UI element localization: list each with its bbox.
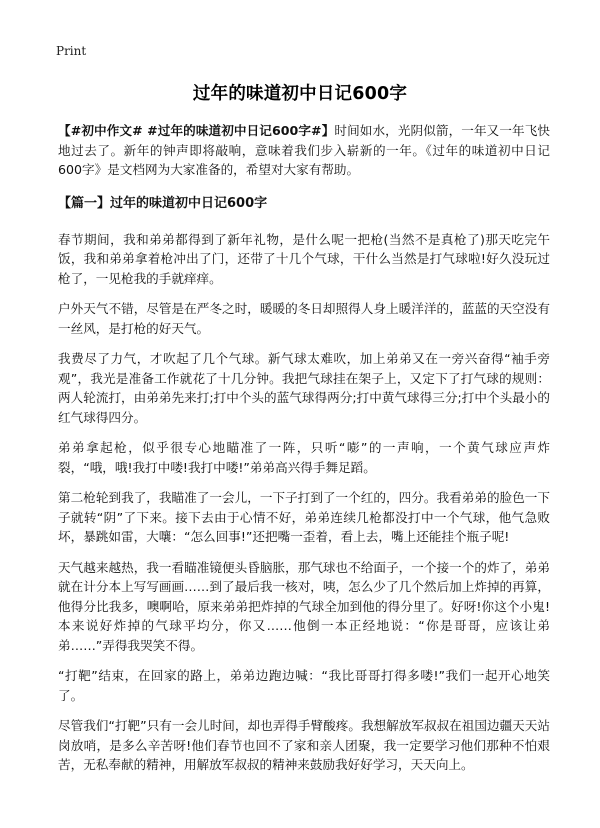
article-body [58,121,550,775]
paragraph-7: “打靶”结束，在回家的路上，弟弟边跑边喊：“我比哥哥打得多喽!”我们一起开心地笑了。 [58,668,550,703]
intro-text: 时间如水，光阴似箭，一年又一年飞快地过去了。新年的钟声即将敲响，意味着我们步入崭新的一年。《过年的味道初中日记600字》是文档网为大家准备的，希望对大家有帮助。 [58,123,551,177]
paragraph-2: 户外天气不错，尽管是在严冬之时，暖暖的冬日却照得人身上暖洋洋的，蓝蓝的天空没有一丝风，是打枪的好天气。 [58,301,550,336]
section-heading: 【篇一】过年的味道初中日记600字 [58,195,268,211]
paragraph-5: 第二枪轮到我了，我瞄准了一会儿，一下子打到了一个红的，四分。我看弟弟的脸色一下子就转“阴”了下来。接下去由于心情不好，弟弟连续几枪都没打中一个气球，他气急败坏，暴跳如雷，大嚷：“怎么回事!”还把嘴一歪着，看上去，嘴上还能挂个瓶子呢! [58,490,550,544]
paragraph-4: 弟弟拿起枪，似乎很专心地瞄准了一阵，只听“嘭”的一声响，一个黄气球应声炸裂，“哦，哦!我打中喽!我打中喽!”弟弟高兴得手舞足蹈。 [58,440,550,475]
paragraph-8: 尽管我们“打靶”只有一会儿时间，却也弄得手臂酸疼。我想解放军叔叔在祖国边疆天天站岗放哨，是多么辛苦呀!他们春节也回不了家和亲人团聚，我一定要学习他们那种不怕艰苦，无私奉献的精神，用解放军叔叔的精神来鼓励我好好学习，天天向上。 [58,718,550,772]
page-title: 过年的味道初中日记600字 [192,84,408,104]
paragraph-6: 天气越来越热，我一看瞄准镜便头昏脑胀，那气球也不给面子，一个接一个的炸了，弟弟就在计分本上写写画画……到了最后我一核对，咦，怎么少了几个然后加上炸掉的再算，他得分比我多，噢啊哈，原来弟弟把炸掉的气球全加到他的得分里了。好呀!你这个小鬼!本来说好炸掉的气球平均分，你又……他倒一本正经地说：“你是哥哥，应该让弟弟……”弄得我哭笑不得。 [58,559,550,653]
paragraph-1: 春节期间，我和弟弟都得到了新年礼物，是什么呢一把枪(当然不是真枪了)那天吃完午饭，我和弟弟拿着枪冲出了门，还带了十几个气球，干什么当然是打气球啦!好久没玩过枪了，一见枪我的手就痒痒。 [58,231,550,286]
print-link[interactable]: Print [56,44,87,58]
intro-paragraph [58,121,550,180]
paragraph-3: 我费尽了力气，才吹起了几个气球。新气球太难吹，加上弟弟又在一旁兴奋得“袖手旁观”，我光是准备工作就花了十几分钟。我把气球挂在架子上，又定下了打气球的规则：两人轮流打，由弟弟先来打;打中个头的蓝气球得两分;打中黄气球得三分;打中个头最小的红气球得四分。 [58,351,550,425]
intro-tag: 【#初中作文# #过年的味道初中日记600字#】 [58,123,335,138]
